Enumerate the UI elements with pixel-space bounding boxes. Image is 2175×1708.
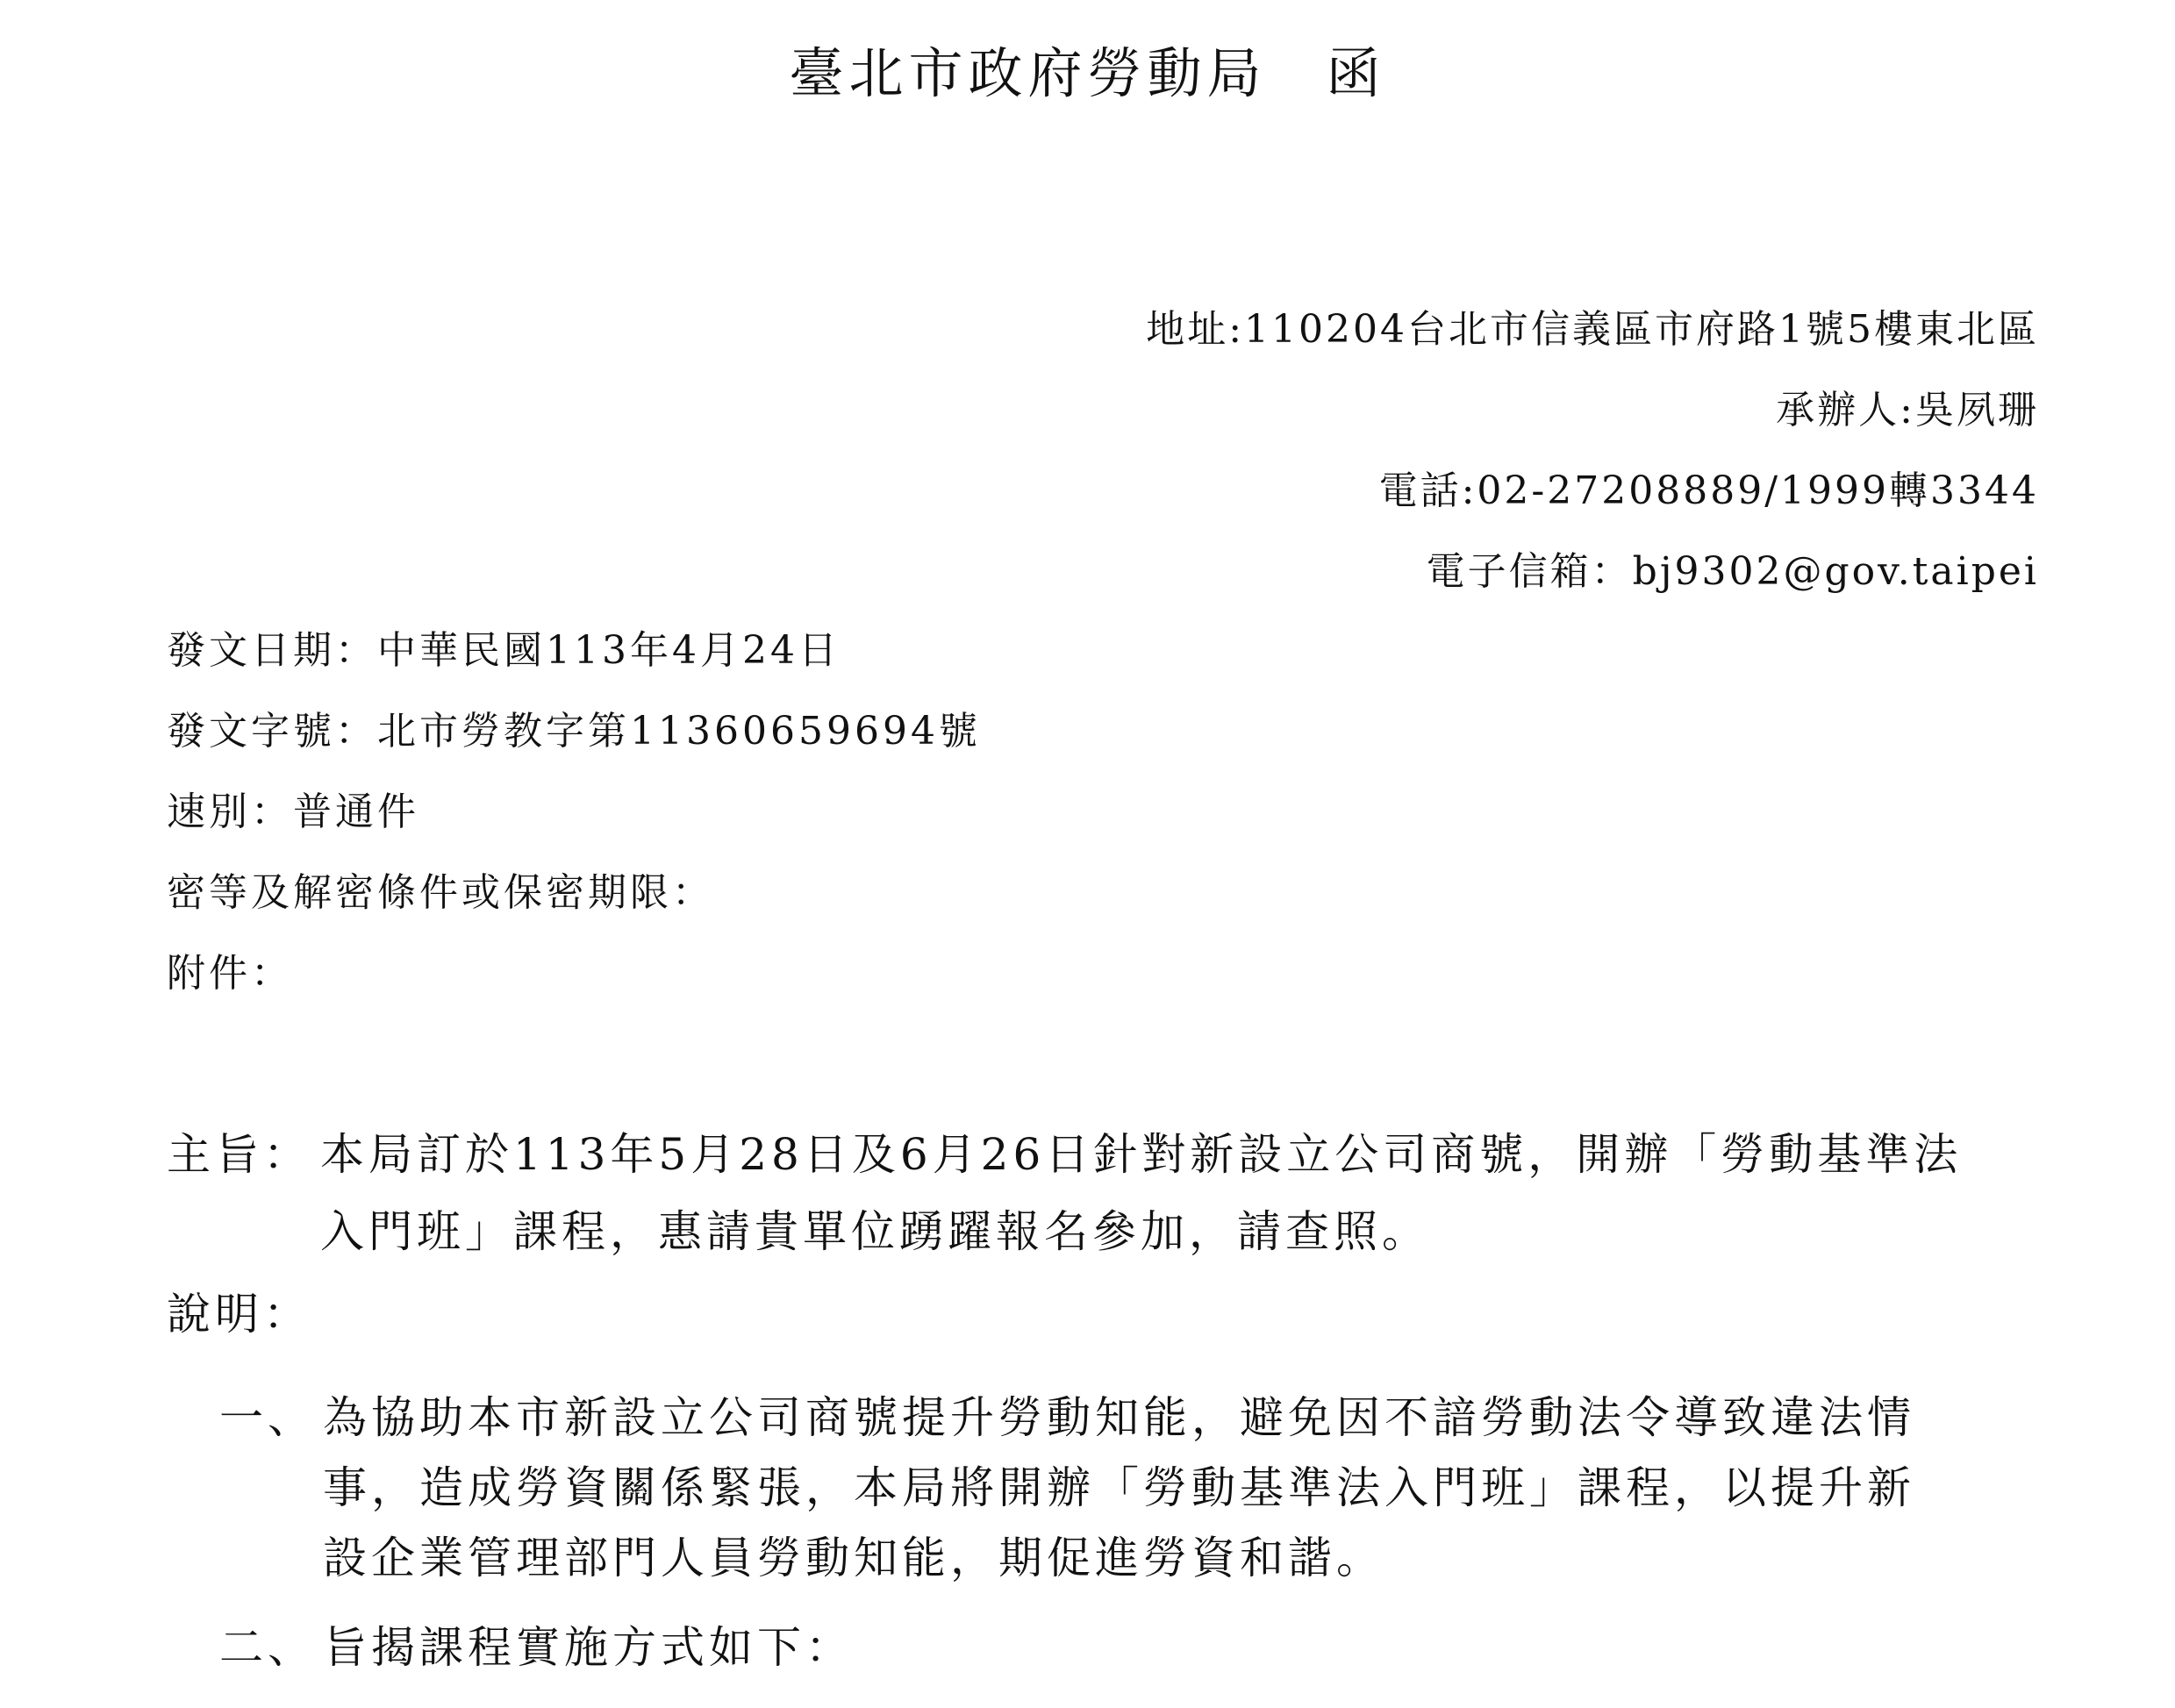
contact-block	[1146, 289, 2039, 612]
email: 電子信箱：bj9302@gov.taipei	[1426, 549, 2039, 594]
item-text	[323, 1383, 1915, 1593]
phone: 電話:02-27208889/1999轉3344	[1378, 468, 2039, 513]
handler: 承辦人:吳夙珊	[1776, 388, 2039, 432]
document-number: 發文字號：北市勞教字第11360659694號	[167, 709, 981, 754]
delivery-speed: 速別：普通件	[167, 790, 419, 834]
item-number: 二、	[219, 1622, 316, 1673]
document-meta	[167, 611, 981, 1014]
item-number: 一、	[219, 1392, 316, 1443]
classification: 密等及解密條件或保密期限：	[167, 870, 714, 915]
subject-line: 本局訂於113年5月28日及6月26日針對新設立公司商號，開辦「勞動基準法	[320, 1129, 1963, 1180]
item-line: 設企業管理部門人員勞動知能，期促進勞資和諧。	[323, 1533, 1384, 1583]
subject-label: 主旨：	[167, 1129, 311, 1180]
subject-line: 入門班」課程，惠請貴單位踴躍報名參加，請查照。	[320, 1206, 1430, 1257]
item-text	[323, 1612, 854, 1683]
document-title: 臺北市政府勞動局 函	[789, 41, 1386, 105]
item-line: 事，造成勞資關係緊張，本局將開辦「勞動基準法入門班」課程，以提升新	[323, 1462, 1915, 1513]
description-item	[219, 1383, 1915, 1593]
description-label: 說明：	[167, 1289, 311, 1340]
address: 地址:110204台北市信義區市府路1號5樓東北區	[1146, 307, 2039, 352]
item-line: 為協助本市新設立公司商號提升勞動知能，避免因不諳勞動法令導致違法情	[323, 1392, 1915, 1443]
item-line: 旨揭課程實施方式如下：	[323, 1622, 854, 1673]
attachment: 附件：	[167, 951, 293, 996]
description-item	[219, 1612, 854, 1683]
issue-date: 發文日期：中華民國113年4月24日	[167, 628, 841, 673]
subject-section	[167, 1116, 2053, 1270]
subject-text	[320, 1116, 2053, 1270]
